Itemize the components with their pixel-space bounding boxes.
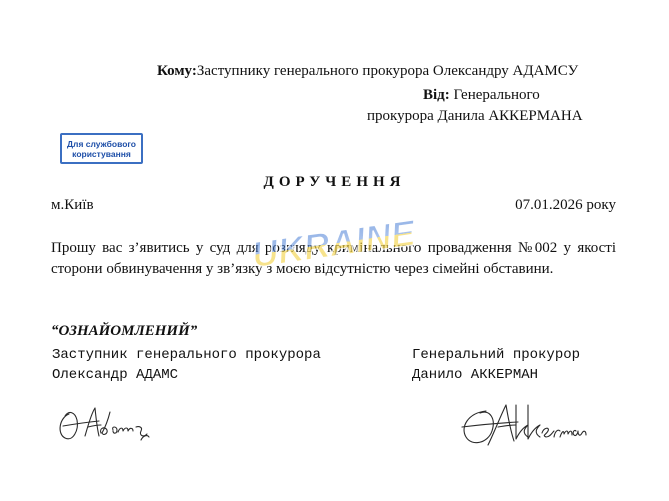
watermark-text: UKRAINE <box>249 211 418 276</box>
left-signatory-name: Олександр АДАМС <box>52 367 179 383</box>
confidential-stamp <box>60 133 143 164</box>
right-signatory-position: Генеральний прокурор <box>412 347 581 363</box>
document-title: ДОРУЧЕННЯ <box>263 174 406 190</box>
acknowledgement-label: “ОЗНАЙОМЛЕНИЙ” <box>51 323 198 339</box>
document-date: 07.01.2026 року <box>515 197 616 213</box>
sender-line-2: прокурора Данила АККЕРМАНА <box>367 108 583 124</box>
sender-text-1: Генерального <box>449 87 540 103</box>
ukraine-watermark-logo-icon <box>249 208 418 286</box>
recipient-label: Кому: <box>157 63 197 79</box>
left-signatory-position: Заступник генерального прокурора <box>52 347 321 363</box>
akkerman-signature-icon <box>458 397 590 452</box>
recipient-text: Заступнику генерального прокурора Олександру АДАМСУ <box>196 63 579 79</box>
stamp-line-2: користування <box>72 148 131 159</box>
document-city: м.Київ <box>51 197 94 213</box>
recipient-line <box>157 63 578 80</box>
stamp-line-1: Для службового <box>66 138 137 149</box>
adams-signature-icon <box>55 400 155 448</box>
sender-label: Від: <box>423 87 450 103</box>
sender-line-1 <box>423 87 540 104</box>
document-body: Прошу вас з’явитись у суд для розгляду кримінального провадження №002 у якості сторони обвинувачення у зв’язку з моєю відсутністю через сімейні обставини. <box>51 240 616 277</box>
right-signatory-name: Данило АККЕРМАН <box>412 367 539 383</box>
